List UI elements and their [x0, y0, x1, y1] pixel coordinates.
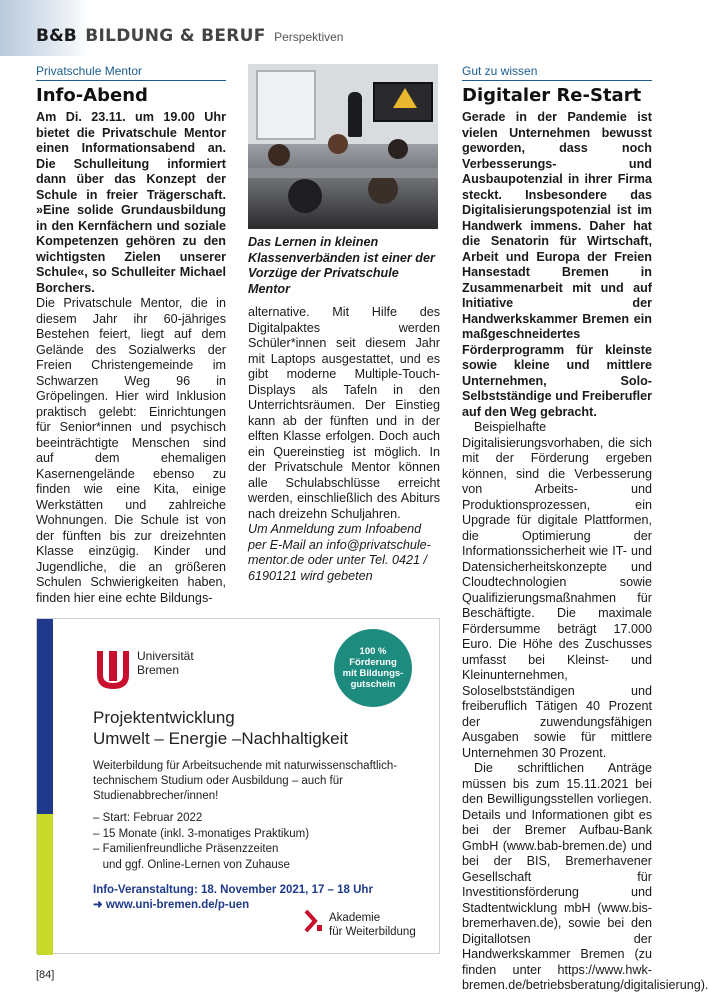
- photo-screen-graphic: [393, 88, 417, 108]
- ad-details-list: [93, 811, 423, 873]
- subsection-title: Perspektiven: [274, 30, 344, 44]
- ad-description: Weiterbildung für Arbeitsuchende mit naturwissenschaftlich-technischem Studium oder Ausbildung – auch für Studienabbrecher/innen!: [93, 760, 398, 802]
- photo-student: [328, 134, 348, 154]
- middle-body: alternative. Mit Hilfe des Digitalpaktes werden Schüler*innen seit diesem Jahr mit Laptops ausgestattet, und es gibt moderne Multiple-Touch-Displays als Tafeln in den Unterrichtsräumen. Der Einstieg kann ab der fünften und in der elften Klasse erfolgen. Doch auch ein Quereinstieg ist möglich. In der Privatschule Mentor können alle Schulabschlüsse erreicht werden, einschließlich des Abiturs nach dreizehn Schuljahren.: [248, 305, 440, 521]
- left-body: Die Privatschule Mentor, die in diesem Jahr ihr 60-jähriges Bestehen feiert, liegt auf dem Gelände des Sozialwerks der Freien Christengemeinde im Schwarzen Weg 96 in Gröpelingen. Hier wird Inklusion praktisch gelebt: Einrichtungen für Senior*innen und psychisch beeinträchtigte Menschen sind auf dem ehemaligen Kasernengelände ebenso zu finden wie eine Kita, einige Werkstätten und zahlreiche Wohnungen. Die Schule ist von der fünften bis zur dreizehnten Klasse einzügig. Kinder und Jugendliche, die an größeren Schulen Schwierigkeiten haben, finden hier eine echte Bildungs-: [36, 296, 226, 605]
- akademie-name: Akademie für Weiterbildung: [329, 912, 416, 938]
- list-item: – 15 Monate (inkl. 3-monatiges Praktikum): [93, 827, 310, 840]
- funding-badge: 100 % Förderung mit Bildungs-gutschein: [334, 629, 412, 707]
- photo-caption: Das Lernen in kleinen Klassenverbänden ist einer der Vorzüge der Privatschule Mentor: [248, 235, 435, 296]
- info-event: Info-Veranstaltung: 18. November 2021, 17 – 18 Uhr: [93, 884, 373, 896]
- photo-window: [256, 70, 316, 140]
- ad-info-block: [93, 883, 373, 913]
- photo-student: [368, 174, 398, 204]
- left-headline: Info-Abend: [36, 85, 148, 106]
- left-kicker: Privatschule Mentor: [36, 64, 226, 81]
- university-advertisement: [36, 618, 440, 954]
- header-title-row: [36, 26, 343, 46]
- photo-desk: [248, 168, 438, 178]
- photo-student: [268, 144, 290, 166]
- list-item: – Start: Februar 2022: [93, 812, 203, 824]
- right-article: [462, 64, 709, 994]
- right-headline: Digitaler Re-Start: [462, 85, 642, 106]
- registration-note: Um Anmeldung zum Infoabend per E-Mail an info@privatschule-mentor.de oder unter Tel. 0421 / 6190121 wird gebeten: [248, 522, 431, 583]
- left-lead: Am Di. 23.11. um 19.00 Uhr bietet die Privatschule Mentor einen Informationsabend an. Die Schulleitung informiert dann über das Konzept der Schule in freier Trägerschaft. »Eine solide Grundausbildung in den Kernfächern und soziale Kompetenzen gehören zu den wichtigsten Zielen unserer Schule«, so Schulleiter Michael Borchers.: [36, 110, 226, 295]
- middle-column: [248, 64, 440, 584]
- page-header: [0, 0, 709, 58]
- right-paragraph-2: Die schriftlichen Anträge müssen bis zum 15.11.2021 bei den Bewilligungsstellen vorliegen. Details und Informationen gibt es bei der Bremer Aufbau-Bank GmbH (www.bab-bremen.de) und bei der BIS, Bremerhavener Gesellschaft für Investitionsförderung und Stadtentwicklung mbH (www.bis-bremerhaven.de), sowie bei den Digitallotsen der Handwerkskammer Bremen (zu finden unter https://www.hwk-bremen.de/betriebsberatung/digitalisierung).: [462, 761, 709, 992]
- info-link[interactable]: ➜ www.uni-bremen.de/p-uen: [93, 899, 250, 911]
- page-number: [84]: [36, 969, 55, 981]
- ad-color-bar: [37, 619, 53, 955]
- right-kicker: Gut zu wissen: [462, 64, 652, 81]
- photo-student: [388, 139, 408, 159]
- classroom-photo: [248, 64, 438, 229]
- university-logo-icon: [93, 649, 133, 691]
- right-lead: Gerade in der Pandemie ist vielen Unternehmen bewusst geworden, dass noch Verbesserungs- und Ausbaupotenzial in ihrer Firma steckt. Insbesondere das Digitalisierungspotenzial ist im Handwerk immens. Daher hat die Senatorin für Wirtschaft, Arbeit und Europa der Freien Hansestadt Bremen in Zusammenarbeit mit und auf Initiative der Handwerkskammer Bremen ein maßgeschneidertes Förderprogramm für kleinste sowie kleine und mittlere Unternehmen, Solo-Selbstständige und Freiberufler auf den Weg gebracht.: [462, 110, 652, 419]
- photo-student: [288, 179, 322, 213]
- magazine-logo: B&B: [36, 26, 77, 46]
- university-name: Universität Bremen: [137, 649, 194, 677]
- list-item: und ggf. Online-Lernen von Zuhause: [93, 858, 290, 871]
- list-item: – Familienfreundliche Präsenzzeiten: [93, 843, 279, 855]
- photo-teacher: [348, 92, 362, 137]
- section-title: BILDUNG & BERUF: [85, 26, 266, 46]
- left-article: [36, 64, 226, 606]
- right-paragraph-1: Beispielhafte Digitalisierungsvorhaben, die sich mit der Förderung ergeben können, sind die Verbesserung von Arbeits- und Produktionsprozessen, ein Upgrade für digitale Plattformen, die Optimierung der Informationssicherheit wie IT- und Datensicherheitskonzepte und Cloudtechnologien sowie Qualifizierungsmaßnahmen für Beschäftigte. Die maximale Fördersumme beträgt 17.000 Euro. Die Höhe des Zuschusses umfasst bei Kleinst- und Kleinunternehmen, Soloselbstständigen und freiberuflich Tätigen 40 Prozent der zuwendungsfähigen Ausgaben sowie für mittlere Unternehmen 30 Prozent.: [462, 420, 652, 760]
- ad-title: Projektentwicklung Umwelt – Energie –Nachhaltigkeit: [93, 708, 349, 748]
- akademie-logo-icon: [303, 909, 325, 935]
